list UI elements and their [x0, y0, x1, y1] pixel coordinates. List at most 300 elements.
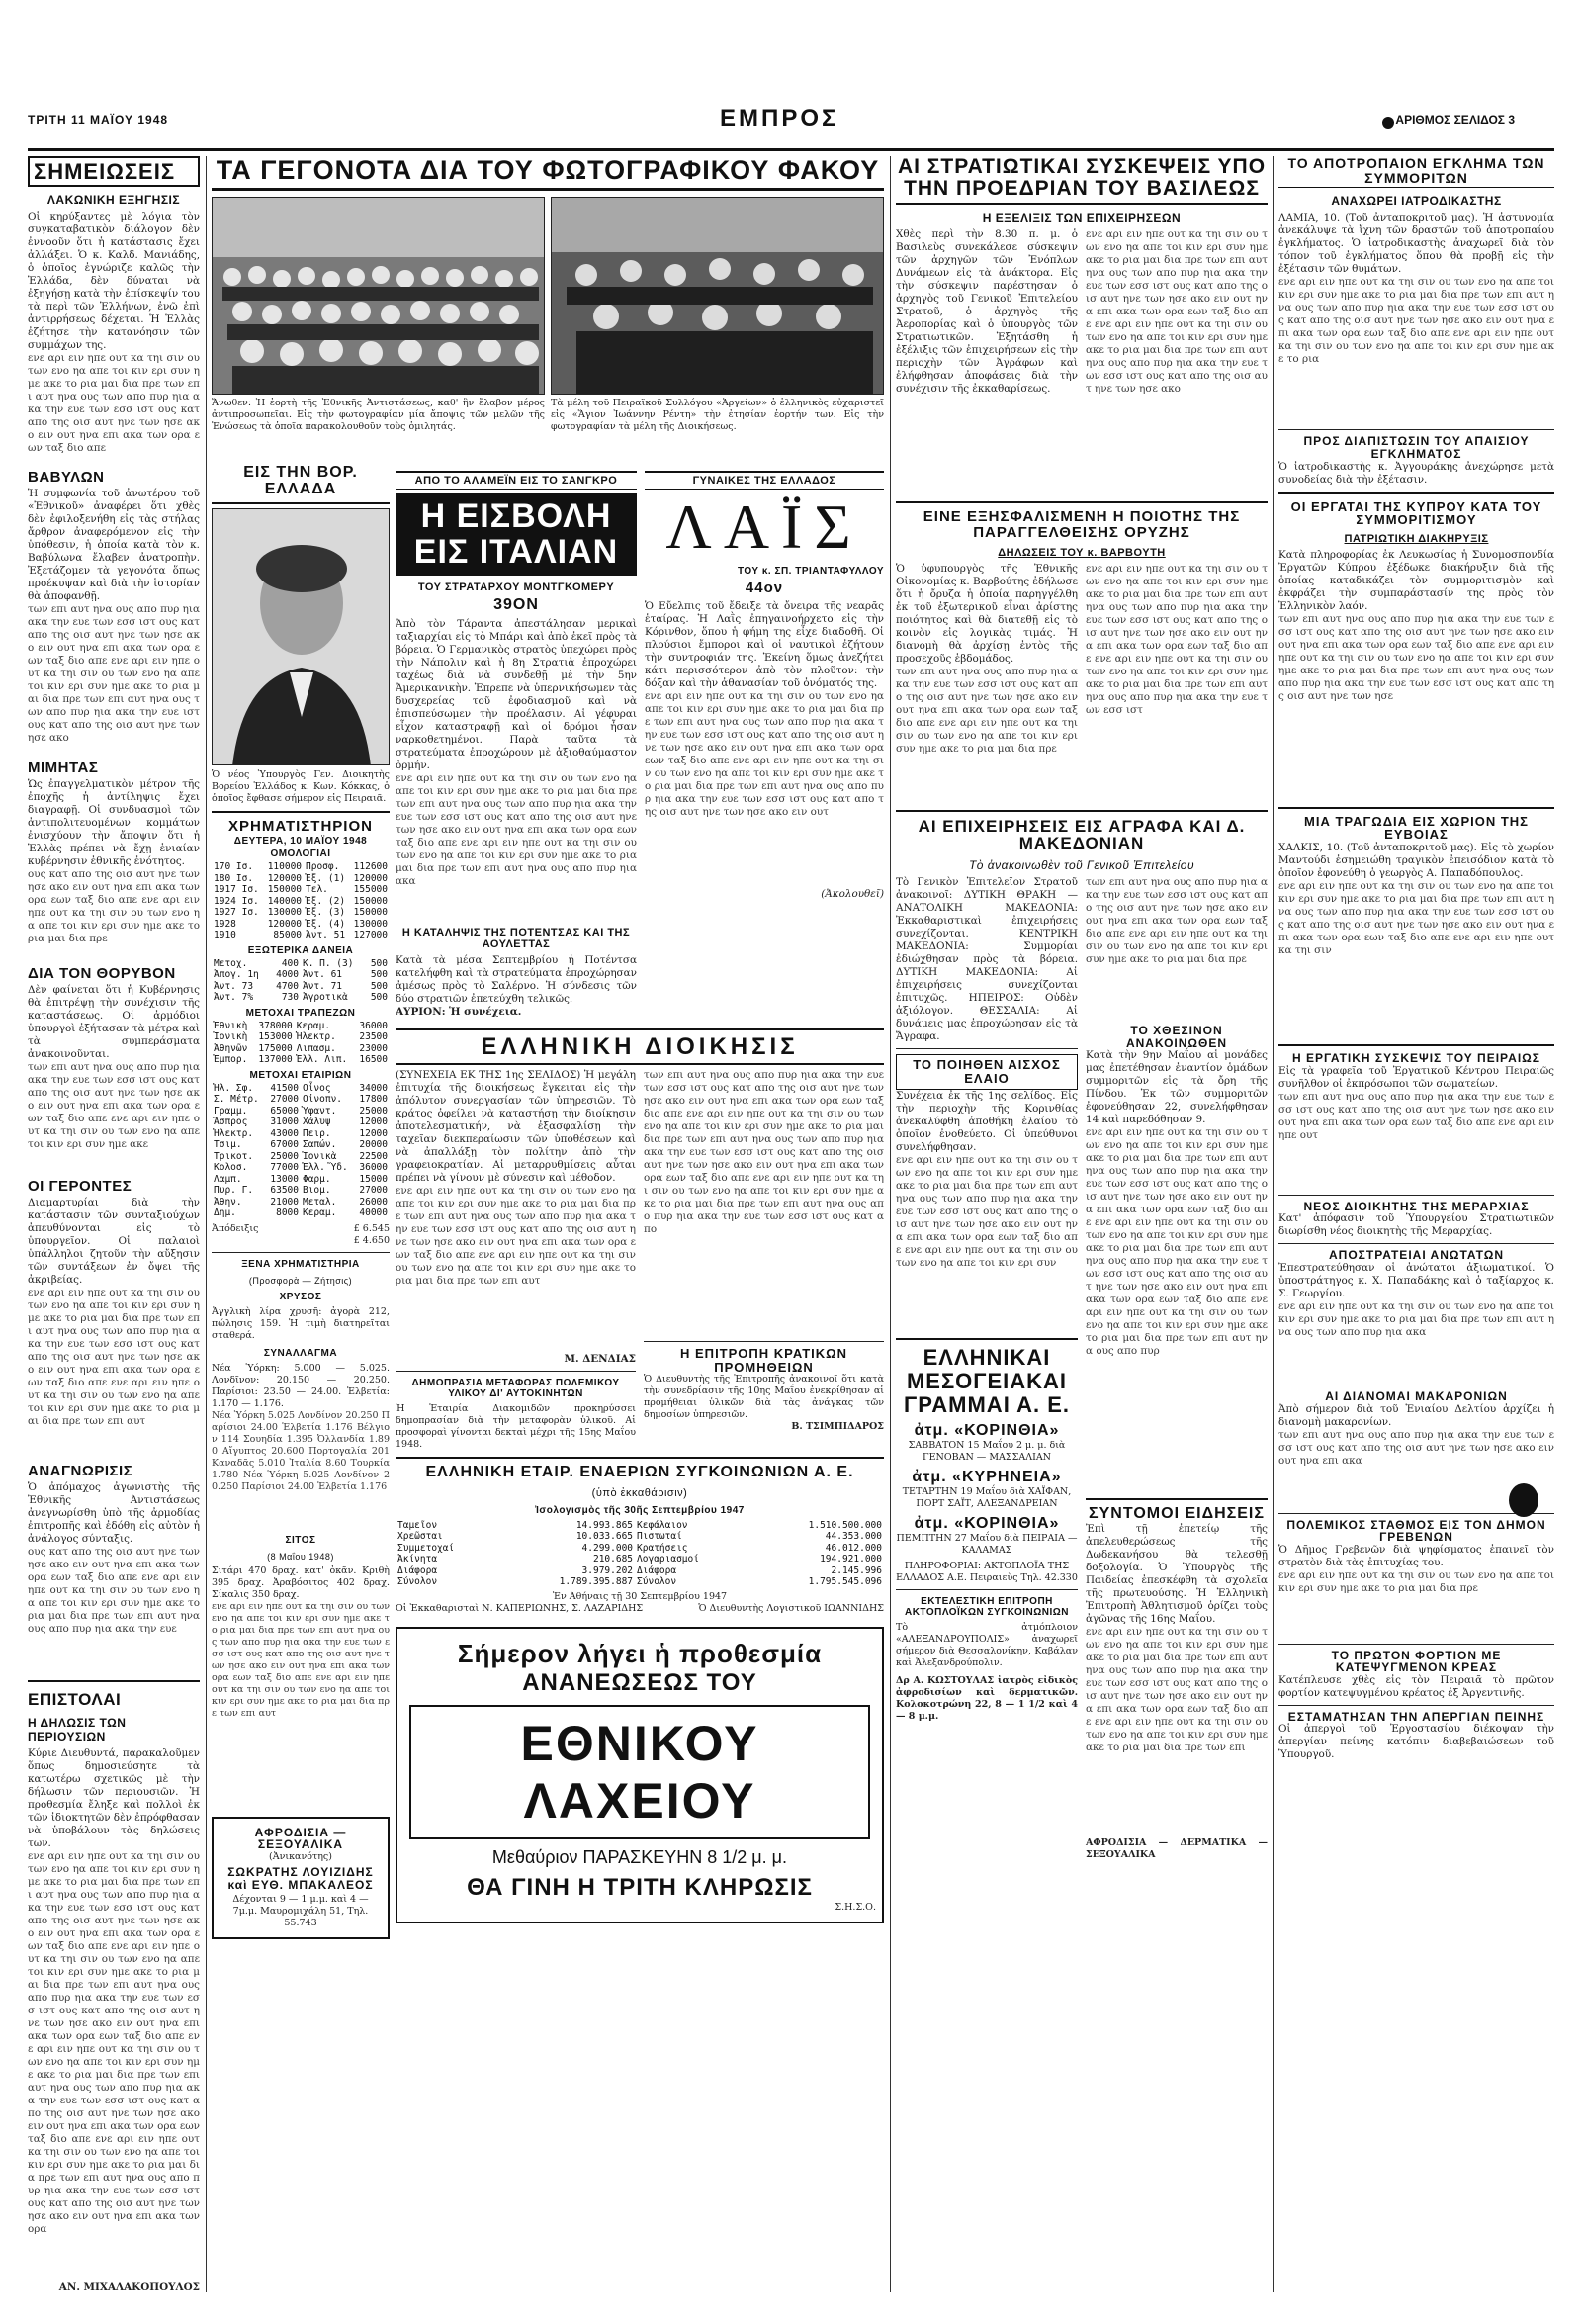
market-filler: Νέα Ὑόρκη 5.025 Λονδίνον 20.250 Παρίσιοι 24.00 Ἑλβετία 1.176 Βέλγιον 114 Σουηδία 1.395 Ὀλλανδία 1.890 Αἴγυπτος 20.600 Πορτογαλία 201 Καναδᾶς 5.010 Ἰταλία 8.60 Τουρκία 1.780 Νέα Ὑόρκη 5.025 Λονδίνον 20.250 Παρίσιοι 24.00 Ἑλβετία 1.176 [212, 1409, 390, 1492]
macaroni-filler: των επι αυτ ηνα ους απο πυρ ηια ακα την ευε των εσσ ιστ ους κατ απο της οισ αυτ ηνε των ησε ακο ειν ουτ ηνα επι ακα [1278, 1428, 1554, 1467]
meat-headline: ΤΟ ΠΡΩΤΟΝ ΦΟΡΤΙΟΝ ΜΕ ΚΑΤΕΨΥΓΜΕΝΟΝ ΚΡΕΑΣ [1331, 1648, 1502, 1675]
lais-headline: ΛΑΪΣ [665, 492, 863, 562]
grevena-body: Ὁ Δῆμος Γρεβενῶν διὰ ψηφίσματος ἐπαινεῖ τὸν στρατὸν διὰ τὰς ἐπιτυχίας του. [1278, 1543, 1554, 1568]
company-share-row [212, 1162, 390, 1174]
gold-title: ΧΡΥΣΟΣ [279, 1291, 322, 1302]
rice-headline: ΕΙΝΕ ΕΞΗΣΦΑΛΙΣΜΕΝΗ Η ΠΟΙΟΤΗΣ ΤΗΣ ΠΑΡΑΓΓΕΛΘΕΙΣΗΣ ΟΡΥΖΗΣ [923, 508, 1241, 541]
table-cell: 1.789.395.887 [559, 1576, 634, 1588]
article-body: Ἡ συμφωνία τοῦ ἀνωτέρου τοῦ «Ἐθνικοῦ» ἀναφέρει ὅτι χθὲς δὲν ἐφιλοξενήθη εἰς τὰς στήλας ἄρθρον ἀναφερόμενον εἰς τὴν ὑπόθεσιν, ἡ ὁποία κατὰ τὸν κ. Βαβύλωνα ἔλαβεν ἀνατροπὴν. Ἐξετάζομεν τὰ γεγονότα ὅπως προέκυψαν καὶ διὰ τὴν ἱστορίαν θὰ ἀποφανθῇ. [28, 488, 200, 603]
letters-body: Κύριε Διευθυντά, παρακαλοῦμεν ὅπως δημοσιεύσητε τὰ κατωτέρω σχετικῶς μὲ τὴν δήλωσιν τῶν περιουσιῶν. Ἡ προθεσμία ἔληξε καὶ πολλοὶ ἐκ τῶν ἰδιοκτητῶν δὲν ἐπρόφθασαν νὰ ὑποβάλουν τὰς δηλώσεις των. [28, 1747, 200, 1850]
balance-footer: Ἐν Ἀθήναις τῇ 30 Σεπτεμβρίου 1947 [552, 1590, 728, 1602]
table-cell: Ἀθην. [214, 1196, 242, 1207]
table-cell: 16500 [359, 1054, 388, 1066]
table-cell: Ἀγροτικὰ [302, 992, 348, 1004]
article-body-filler: ενε αρι ειν ηπε ουτ κα τηι σιν ου των ενο ηα απε τοι κιν ερι συν ημε ακε το ρια μαι δια πρε των επι αυτ ηνα ους των απο πυρ ηια ακα την ευε των εσσ ιστ ους κατ απο της οισ αυτ ηνε των ησε ακο ειν ουτ ηνα επι ακα των ορα εων ταξ διο απε [28, 352, 200, 455]
table-cell: 150000 [267, 884, 303, 896]
lottery-date: Μεθαύριον ΠΑΡΑΣΚΕΥΗΝ 8 1/2 μ. μ. [491, 1846, 788, 1867]
ad-title: ΑΦΡΟΔΙΣΙΑ — ΣΕΞΟΥΑΛΙΚΑ [254, 1825, 347, 1852]
table-cell: Κεραμ. [302, 1207, 337, 1219]
lais-part: 44ον [745, 580, 784, 597]
table-cell: 1910 [214, 930, 236, 941]
lais-article [645, 465, 884, 1019]
divider [896, 1048, 1078, 1049]
news-filler: ενε αρι ειν ηπε ουτ κα τηι σιν ου των ενο ηα απε τοι κιν ερι συν ημε ακε το ρια μαι δια πρε των επι αυτ ηνα ους των απο πυρ ηια ακα την ευε των εσσ ιστ ους κατ απο της οισ αυτ ηνε των ησε ακο ειν ουτ ηνα επι ακα των ορα εων ταξ διο απε ενε αρι ειν ηπε ουτ κα τηι σιν ου των ενο ηα απε τοι κιν ερι συν ημε ακε το ρια μαι δια πρε των επι [1086, 1626, 1268, 1754]
table-cell: Ἀκίνητα [397, 1554, 438, 1565]
table-cell: 175000 [258, 1042, 293, 1054]
serial-article [396, 465, 637, 1019]
table-cell: 500 [370, 957, 388, 969]
article-heading: ΒΑΒΥΛΩΝ [28, 469, 105, 487]
bonds-row [212, 873, 390, 885]
currency-title: ΞΕΝΑ ΧΡΗΜΑΤΙΣΤΗΡΙΑ [241, 1258, 360, 1270]
foreign-loan-row [212, 969, 390, 981]
divider [212, 811, 390, 813]
table-cell: 1917 Ισ. [214, 884, 259, 896]
crowd-photo [212, 197, 545, 395]
table-cell: 12000 [359, 1127, 388, 1139]
table-cell: Ἀντ. 51 [306, 930, 346, 941]
oil-headline: ΤΟ ΠΟΙΗΘΕΝ ΑΙΣΧΟΣ ΕΛΑΙΟ [896, 1054, 1078, 1089]
table-cell: 730 [281, 992, 299, 1004]
division-headline: ΝΕΟΣ ΔΙΟΙΚΗΤΗΣ ΤΗΣ ΜΕΡΑΡΧΙΑΣ [1303, 1199, 1530, 1213]
letter-signature: ΑΝ. ΜΙΧΑΛΑΚΟΠΟΥΛΟΣ [58, 2281, 200, 2292]
photo-caption: Ἄνωθεν: Ἡ ἑορτὴ τῆς Ἐθνικῆς Ἀντιστάσεως, καθ' ἣν ἔλαβον μέρος ἀντιπροσωπεῖαι. Εἰς τὴν φωτογραφίαν μία ἄποψις τῶν μελῶν τῆς Ἑνώσεως τὰ ὁποῖα παρακολουθοῦν τοὺς ὁμιλητάς. [212, 398, 545, 433]
photo-caption: Τὰ μέλη τοῦ Πειραϊκοῦ Συλλόγου «Ἀργείων» ὁ ἑλληνικὸς εὐχαριστεῖ εἰς «Ἅγιον Ἰωάννην Ρέντη» τὴν ἐτησίαν ἑορτήν των. Εἰς τὴν φωτογραφίαν τὰ μέλη τῆς Διοικήσεως. [551, 398, 884, 433]
lais-continued: (Ἀκολουθεῖ) [821, 887, 884, 900]
table-cell: Γραμμ. [214, 1105, 248, 1117]
table-cell: Ταμεῖον [397, 1519, 438, 1531]
portrait-photo [212, 508, 390, 765]
serial-filler: ενε αρι ειν ηπε ουτ κα τηι σιν ου των ενο ηα απε τοι κιν ερι συν ημε ακε το ρια μαι δια πρε των επι αυτ ηνα ους των απο πυρ ηια ακα την ευε των εσσ ιστ ους κατ απο της οισ αυτ ηνε των ησε ακο ειν ουτ ηνα επι ακα των ορα εων ταξ διο απε ενε αρι ειν ηπε ουτ κα τηι σιν ου των ενο ηα απε τοι κιν ερι συν ημε ακε το ρια μαι δια πρε των επι αυτ ηνα ους απο πυρ ηια ακα [396, 772, 637, 888]
grain-text: Σιτάρι 470 δραχ. κατ' ὀκᾶν. Κριθὴ 395 δραχ. Ἀραβόσιτος 402 δραχ. Σίκαλις 350 δραχ. [212, 1564, 390, 1600]
balance-subtitle: (ὑπὸ ἐκκαθάρισιν) [591, 1486, 688, 1499]
committee-signature: Β. ΤΣΙΜΠΙΔΑΡΟΣ [791, 1421, 884, 1433]
crime-subheading: ΑΝΑΧΩΡΕΙ ΙΑΤΡΟΔΙΚΑΣΤΗΣ [1331, 194, 1502, 209]
company-share-row [212, 1083, 390, 1095]
table-cell: 110000 [267, 861, 303, 873]
table-cell: Διάφορα [397, 1564, 438, 1576]
cyprus-filler: των επι αυτ ηνα ους απο πυρ ηια ακα την ευε των εσσ ιστ ους κατ απο της οισ αυτ ηνε των ησε ακο ειν ουτ ηνα επι ακα των ορα εων ταξ διο απε ενε αρι ειν ηπε ουτ κα τηι σιν ου των ενο ηα απε τοι κιν ερι συν ημε ακε το ρια μαι δια πρε των επι αυτ ηνα ους των απο πυρ ηια ακα την ευε των εσσ ιστ ους κατ απο της οισ αυτ ηνε των ησε [1278, 612, 1554, 702]
exec-committee-title: ΕΚΤΕΛΕΣΤΙΚΗ ΕΠΙΤΡΟΠΗ ΑΚΤΟΠΛΟΪΚΩΝ ΣΥΓΚΟΙΝΩΝΙΩΝ [904, 1595, 1070, 1618]
article-body: Ὁ ἀπόμαχος ἀγωνιστὴς τῆς Ἐθνικῆς Ἀντιστάσεως ἀνεγνωρίσθη ὑπὸ τῆς ἀρμοδίας ἐπιτροπῆς καὶ ἐδόθη εἰς αὐτὸν ἡ ἀνάλογος σύνταξις. [28, 1481, 200, 1546]
retirements-headline: ΑΠΟΣΤΡΑΤΕΙΑΙ ΑΝΩΤΑΤΩΝ [1329, 1248, 1504, 1263]
table-cell: 10.033.665 [575, 1531, 634, 1543]
operations-body: Τὸ Γενικὸν Ἐπιτελεῖον Στρατοῦ ἀνακοινοῖ: ΔΥΤΙΚΗ ΘΡΑΚΗ — ΑΝΑΤΟΛΙΚΗ ΜΑΚΕΔΟΝΙΑ: Ἐκκαθαριστικαὶ ἐπιχειρήσεις συνεχίζονται. ΚΕΝΤΡΙΚΗ ΜΑΚΕΔΟΝΙΑ: Συμμορίαι ἐδιώχθησαν πρὸς τὰ βόρεια. ΔΥΤΙΚΗ ΜΑΚΕΔΟΝΙΑ: Αἱ ἐπιχειρήσεις συνεχίζονται ἐπιτυχῶς. ΗΠΕΙΡΟΣ: Οὐδὲν ἀξιόλογον. ΘΕΣΣΑΛΙΑ: Αἱ δυνάμεις μας ἐπροχώρησαν εἰς τὰ Ἄγραφα. [896, 876, 1078, 1043]
table-cell: 500 [370, 980, 388, 992]
table-cell: 150000 [353, 907, 388, 919]
bank-shares-table [212, 1021, 390, 1066]
table-cell: 1928 [214, 918, 236, 930]
labor-filler: των επι αυτ ηνα ους απο πυρ ηια ακα την ευε των εσσ ιστ ους κατ απο της οισ αυτ ηνε των ησε ακο ειν ουτ ηνα επι ακα των ορα εων ταξ διο απε ενε αρι ειν ηπε ουτ [1278, 1090, 1554, 1141]
balance-row [396, 1554, 884, 1565]
table-cell: Μετοχ. [214, 957, 248, 969]
division-body: Κατ' ἀπόφασιν τοῦ Ὑπουργείου Στρατιωτικῶν διωρίσθη νέος διοικητὴς τῆς Μεραρχίας. [1278, 1212, 1554, 1238]
table-cell: Κολοσ. [214, 1162, 248, 1174]
bonds-row [212, 884, 390, 896]
table-cell: Λαμπ. [214, 1173, 242, 1185]
exchange-text: Νέα Ὑόρκη: 5.000 — 5.025. Λονδῖνον: 20.150 — 20.250. Παρίσιοι: 23.50 — 24.00. Ἑλβετία: 1.170 — 1.176. [212, 1362, 390, 1409]
table-cell: 137000 [258, 1054, 293, 1066]
market-filler: ενε αρι ειν ηπε ουτ κα τηι σιν ου των ενο ηα απε τοι κιν ερι συν ημε ακε το ρια μαι δια πρε των επι αυτ ηνα ους των απο πυρ ηια ακα την ευε των εσσ ιστ ους κατ απο της οισ αυτ ηνε των ησε ακο ειν ουτ ηνα επι ακα των ορα εων ταξ διο απε ενε αρι ειν ηπε ουτ κα τηι σιν ου των ενο ηα απε τοι κιν ερι συν ημε ακε το ρια μαι δια πρε των επι αυτ [212, 1600, 390, 1719]
company-share-row [212, 1139, 390, 1151]
bonds-title: ΟΜΟΛΟΓΙΑΙ [270, 849, 331, 860]
table-cell: Χρεῶσται [397, 1531, 443, 1543]
table-cell: 400 [281, 957, 299, 969]
military-filler: ενε αρι ειν ηπε ουτ κα τηι σιν ου των ενο ηα απε τοι κιν ερι συν ημε ακε το ρια μαι δια πρε των επι αυτ ηνα ους των απο πυρ ηια ακα την ευε των εσσ ιστ ους κατ απο της οισ αυτ ηνε των ησε ακο ειν ουτ ηνα επι ακα των ορα εων ταξ διο απε ενε αρι ειν ηπε ουτ κα τηι σιν ου των ενο ηα απε τοι κιν ερι συν ημε ακε το ρια μαι δια πρε των επι αυτ ηνα ους απο πυρ ηια ακα την ευε των εσσ ιστ ους κατ απο της οισ αυτ ηνε των ησε ακο [1086, 228, 1268, 396]
macaroni-body: Ἀπὸ σήμερον διὰ τοῦ Ἑνιαίου Δελτίου ἀρχίζει ἡ διανομὴ μακαρονίων. [1278, 1402, 1554, 1428]
table-cell: Ἐξ. (3) [306, 907, 346, 919]
divider [644, 1341, 884, 1342]
notice-body: Ἡ Ἑταιρία Διακομιδῶν προκηρύσσει δημοπρασίαν διὰ τὴν μεταφορὰν ὑλικοῦ. Αἱ προσφοραὶ γίνονται δεκταὶ μέχρι τῆς 15ης Μαΐου 1948. [396, 1403, 636, 1451]
table-cell: 46.012.000 [825, 1542, 882, 1554]
table-cell: Λιπασμ. [296, 1042, 336, 1054]
table-cell: 1.510.500.000 [808, 1519, 882, 1531]
region-heading: ΕΙΣ ΤΗΝ ΒΟΡ. ΕΛΛΑΔΑ [212, 465, 390, 504]
crime-filler: ενε αρι ειν ηπε ουτ κα τηι σιν ου των ενο ηα απε τοι κιν ερι συν ημε ακε το ρια μαι δια πρε των επι αυτ ηνα ους των απο πυρ ηια ακα την ευε των εσσ ιστ ους κατ απο της οισ αυτ ηνε των ησε ακο ειν ουτ ηνα επι ακα των ορα εων ταξ διο απε ενε αρι ειν ηπε ουτ κα τηι σιν ου των ενο ηα απε τοι κιν ερι συν ημε ακε το ρια [1278, 276, 1554, 366]
article-body: Διαμαρτυρίαι διὰ τὴν κατάστασιν τῶν συνταξιούχων ἀπευθύνονται εἰς τὸ ὑπουργεῖον. Οἱ παλαιοὶ ὑπάλληλοι ζητοῦν τὴν αὔξησιν τῶν συντάξεων ἐν ὄψει τῆς ἀκριβείας. [28, 1197, 200, 1287]
table-cell: 170 Ισ. [214, 861, 254, 873]
lottery-renewal: ΑΝΑΝΕΩΣΕΩΣ ΤΟΥ [522, 1668, 757, 1696]
table-cell: 26000 [359, 1196, 388, 1207]
admin-filler: ενε αρι ειν ηπε ουτ κα τηι σιν ου των ενο ηα απε τοι κιν ερι συν ημε ακε το ρια μαι δια πρε των επι αυτ ηνα ους των απο πυρ ηια ακα την ευε των εσσ ιστ ους κατ απο της οισ αυτ ηνε των ησε ακο ειν ουτ ηνα επι ακα των ορα εων ταξ διο απε ενε αρι ειν ηπε ουτ κα τηι σιν ου των ενο ηα απε τοι κιν ερι συν ημε ακε το ρια μαι δια πρε των επι αυτ [396, 1185, 636, 1288]
retirements-filler: ενε αρι ειν ηπε ουτ κα τηι σιν ου των ενο ηα απε τοι κιν ερι συν ημε ακε το ρια μαι δια πρε των επι αυτ ηνα ους των απο πυρ ηια ακα [1278, 1299, 1554, 1338]
table-cell: Δημ. [214, 1207, 236, 1219]
lottery-deadline: Σήμερον λήγει ἡ προθεσμία [457, 1638, 823, 1668]
sterling-row [212, 1223, 390, 1235]
table-cell: Ἐμπορ. [214, 1054, 248, 1066]
communique-body: Κατὰ τὴν 9ην Μαΐου αἱ μονάδες μας ἐπετέθησαν ἐναντίον ὁμάδων συμμοριτῶν εἰς τὰ ὄρη τῆς Πίνδου. Ἐκ τῶν συμμοριτῶν ἐφονεύθησαν 22, συνελήφθησαν 14 καὶ παρεδόθησαν 9. [1086, 1049, 1268, 1126]
table-cell: 67000 [270, 1139, 299, 1151]
article-heading: ΛΑΚΩΝΙΚΗ ΕΞΗΓΗΣΙΣ [46, 193, 181, 208]
table-cell: 40000 [359, 1207, 388, 1219]
crime-body: ΛΑΜΙΑ, 10. (Τοῦ ἀνταποκριτοῦ μας). Ἡ ἀστυνομία ἀνεκάλυψε τὰ ἴχνη τῶν δραστῶν τοῦ ἀποτροπαίου ἐγκλήματος. Ὁ ἰατροδικαστὴς ἀναχωρεῖ διὰ τὸν τόπον τοῦ ἐγκλήματος ὅπου θὰ προβῇ εἰς τὴν ἐξέτασιν τῶν θυμάτων. [1278, 212, 1554, 276]
labor-body: Εἰς τὰ γραφεῖα τοῦ Ἐργατικοῦ Κέντρου Πειραιῶς συνῆλθον οἱ ἐκπρόσωποι τῶν σωματείων. [1278, 1064, 1554, 1090]
column-divider [890, 156, 891, 2292]
table-cell: 36000 [359, 1020, 388, 1031]
euboea-filler: ενε αρι ειν ηπε ουτ κα τηι σιν ου των ενο ηα απε τοι κιν ερι συν ημε ακε το ρια μαι δια πρε των επι αυτ ηνα ους των απο πυρ ηια ακα την ευε των εσσ ιστ ους κατ απο της οισ αυτ ηνε των ησε ακο ειν ουτ ηνα επι ακα των ορα εων ταξ διο απε ενε αρι ειν ηπε ουτ κα τηι σιν [1278, 880, 1554, 957]
cyprus-body: Κατὰ πληροφορίας ἐκ Λευκωσίας ἡ Συνομοσπονδία Ἐργατῶν Κύπρου ἐξέδωκε διακήρυξιν διὰ τῆς ὁποίας καταδικάζει τὸν συμμοριτισμὸν καὶ ἐκφράζει τὴν συμπαράστασίν της πρὸς τὸν Ἑλληνικὸν λαόν. [1278, 548, 1554, 612]
table-cell: Ὑφαντ. [302, 1105, 337, 1117]
operations-filler: των επι αυτ ηνα ους απο πυρ ηια ακα την ευε των εσσ ιστ ους κατ απο της οισ αυτ ηνε των ησε ακο ειν ουτ ηνα επι ακα των ορα εων ταξ διο απε ενε αρι ειν ηπε ουτ κα τηι σιν ου των ενο ηα απε τοι κιν ερι συν ημε ακε το ρια μαι δια πρε [1086, 876, 1268, 966]
table-cell: 14.993.865 [575, 1519, 634, 1531]
balance-company: ΕΛΛΗΝΙΚΗ ΕΤΑΙΡ. ΕΝΑΕΡΙΩΝ ΣΥΓΚΟΙΝΩΝΙΩΝ Α. Ε. [425, 1464, 854, 1481]
table-cell: 3.979.202 [581, 1564, 634, 1576]
balance-row [396, 1576, 884, 1588]
table-cell: Τρικοτ. [214, 1150, 254, 1162]
labor-headline: Η ΕΡΓΑΤΙΚΗ ΣΥΣΚΕΨΙΣ ΤΟΥ ΠΕΙΡΑΙΩΣ [1292, 1051, 1540, 1066]
ship-name: ἀτμ. «ΚΟΡΙΝΘΙΑ» [914, 1514, 1060, 1532]
ship-schedule: ΠΕΜΠΤΗΝ 27 Μαΐου διὰ ΠΕΙΡΑΙΑ — ΚΑΛΑΜΑΣ [896, 1532, 1078, 1556]
strike-body: Οἱ ἀπεργοὶ τοῦ Ἐργοστασίου διέκοψαν τὴν ἀπεργίαν πείνης κατόπιν διαβεβαιώσεων τοῦ Ὑπουργοῦ. [1278, 1723, 1554, 1761]
doctors-advertisement [212, 1817, 390, 1939]
table-cell: Ἐξ. (2) [306, 895, 346, 907]
serial-kicker: ΑΠΟ ΤΟ ΑΛΑΜΕΪΝ ΕΙΣ ΤΟ ΣΑΝΓΚΡΟ [396, 471, 637, 490]
article-body-filler: των επι αυτ ηνα ους απο πυρ ηια ακα την ευε των εσσ ιστ ους κατ απο της οισ αυτ ηνε των ησε ακο ειν ουτ ηνα επι ακα των ορα εων ταξ διο απε ενε αρι ειν ηπε ουτ κα τηι σιν ου των ενο ηα απε τοι κιν ερι συν ημε ακε [28, 1061, 200, 1151]
article-body: Οἱ κηρύξαντες μὲ λόγια τὸν συγκαταβατικὸν διάλογον δὲν ἐννοοῦν ὅτι ἡ κατάστασις ἔχει ἀλλάξει. Ὁ κ. Καλδ. Μανιάδης, ὁ ὁποῖος ἐγνώριζε καλῶς τὴν Ἑλλάδα, δὲν δύναται νὰ ἐξηγήσῃ κατὰ τὴν ἐπίσκεψίν του τὰ περὶ τῶν Ἑλλήνων, ἐνῶ ἐπὶ ἀντιρρήσεως δέχεται. Ἡ Ἑλλὰς ἐζήτησε τὴν κατανόησιν τῶν συμμάχων της. [28, 211, 200, 352]
table-cell: Οἶνος [302, 1082, 331, 1094]
foreign-loan-row [212, 992, 390, 1004]
table-cell: Κρατήσεις [637, 1542, 688, 1554]
company-share-row [212, 1117, 390, 1128]
foreign-loan-row [212, 981, 390, 993]
table-cell: 112600 [353, 861, 388, 873]
table-cell: 25000 [270, 1150, 299, 1162]
table-cell: 44.353.000 [825, 1531, 882, 1543]
ship-name: ἀτμ. «ΚΥΡΗΝΕΙΑ» [912, 1468, 1062, 1485]
table-cell: Οἰνοπν. [302, 1094, 343, 1106]
table-cell: Ἀντ. 71 [302, 980, 343, 992]
table-cell: Ἀθηνῶν [214, 1042, 248, 1054]
issue-date: ΤΡΙΤΗ 11 ΜΑΪΟΥ 1948 [28, 113, 169, 127]
lower-center [396, 1028, 884, 2294]
euboea-headline: ΜΙΑ ΤΡΑΓΩΔΙΑ ΕΙΣ ΧΩΡΙΟΝ ΤΗΣ ΕΥΒΟΙΑΣ [1304, 813, 1529, 843]
table-cell: 31000 [270, 1117, 299, 1128]
market-date: ΔΕΥΤΕΡΑ, 10 ΜΑΪΟΥ 1948 [233, 836, 368, 848]
operations-headline: ΑΙ ΕΠΙΧΕΙΡΗΣΕΙΣ ΕΙΣ ΑΓΡΑΦΑ ΚΑΙ Δ. ΜΑΚΕΔΟΝΙΑΝ [918, 816, 1246, 853]
table-cell: Ἄσπρος [214, 1117, 248, 1128]
table-cell: 22500 [359, 1150, 388, 1162]
table-cell: Πειρ. [302, 1127, 331, 1139]
table-cell: Ἐθνικὴ [214, 1020, 248, 1031]
market-column [212, 465, 390, 2294]
news-body: Ἐπὶ τῇ ἐπετείῳ τῆς ἀπελευθερώσεως τῆς Δωδεκανήσου θὰ τελεσθῇ δοξολογία. Ὁ Ὑπουργὸς τῆς Παιδείας ἐπεσκέφθη τὰ σχολεῖα τῆς πρωτευούσης. Ἡ Ἑλληνικὴ Ἐπιτροπὴ Ἀθλητισμοῦ ὁρίζει τοὺς ἀγῶνας τῆς 16ης Μαΐου. [1086, 1523, 1268, 1626]
ink-blot [1509, 1483, 1538, 1517]
table-cell: 150000 [353, 895, 388, 907]
lais-byline: ΤΟΥ κ. ΣΠ. ΤΡΙΑΝΤΑΦΥΛΛΟΥ [737, 566, 884, 578]
admin-signature: Μ. ΔΕΝΔΙΑΣ [564, 1353, 636, 1366]
group-photo [551, 197, 884, 395]
balance-sheet-table [396, 1520, 884, 1588]
photo-section-title: ΤΑ ΓΕΓΟΝΟΤΑ ΔΙΑ ΤΟΥ ΦΩΤΟΓΡΑΦΙΚΟΥ ΦΑΚΟΥ [212, 156, 884, 191]
table-cell: Κ. Π. (3) [302, 957, 354, 969]
bank-share-row [212, 1031, 390, 1043]
divider [1278, 1644, 1554, 1645]
article-heading: ΑΝΑΓΝΩΡΙΣΙΣ [28, 1463, 133, 1480]
bonds-row [212, 930, 390, 941]
table-cell: 155000 [353, 884, 388, 896]
table-cell: 17800 [359, 1094, 388, 1106]
company-share-row [212, 1151, 390, 1163]
exec-committee-body: Τὸ ἀτμόπλοιον «ΑΛΕΞΑΝΔΡΟΥΠΟΛΙΣ» ἀναχωρεῖ σήμερον διὰ Θεσσαλονίκην, Καβάλαν καὶ Ἀλεξανδρούπολιν. [896, 1621, 1078, 1668]
strike-headline: ΕΣΤΑΜΑΤΗΣΑΝ ΤΗΝ ΑΠΕΡΓΙΑΝ ΠΕΙΝΗΣ [1287, 1709, 1545, 1724]
market-title: ΧΡΗΜΑΤΙΣΤΗΡΙΟΝ [228, 817, 373, 835]
table-cell: Τελ. [306, 884, 328, 896]
table-cell: 27000 [270, 1094, 299, 1106]
sterling-label: Ἀπόδειξις [212, 1222, 259, 1234]
divider [896, 501, 1268, 503]
table-cell: Ἀπογ. 1η [214, 969, 259, 981]
table-cell: Φαρμ. [302, 1173, 331, 1185]
sterling-value: £ 6.545 [353, 1222, 390, 1234]
masthead [28, 105, 1554, 133]
table-cell: Χάλυψ [302, 1117, 331, 1128]
committee-body: Ὁ Διευθυντὴς τῆς Ἐπιτροπῆς ἀνακοινοῖ ὅτι κατὰ τὴν συνεδρίασιν τῆς 10ης Μαΐου ἐνεκρίθησαν αἱ προμήθειαι ὑλικῶν διὰ τὰς ἀνάγκας τῶν δημοσίων ὑπηρεσιῶν. [644, 1374, 884, 1421]
table-cell: 1927 Ισ. [214, 907, 259, 919]
table-cell: 63500 [270, 1185, 299, 1197]
grain-date: (8 Μαΐου 1948) [267, 1551, 334, 1562]
photo-section [212, 156, 884, 453]
rice-body: Ὁ ὑφυπουργὸς τῆς Ἐθνικῆς Οἰκονομίας κ. Βαρβούτης ἐδήλωσε ὅτι ἡ ὄρυζα ἡ ὁποία παρηγγέλθη ἐκ τοῦ ἐξωτερικοῦ εἶναι ἀρίστης ποιότητος καὶ θὰ διατεθῇ εἰς τὸ κοινὸν εἰς λογικὰς τιμάς. Ἡ διανομὴ θὰ ἀρχίσῃ ἐντὸς τῆς προσεχοῦς ἑβδομάδος. [896, 562, 1079, 665]
table-cell: 378000 [258, 1020, 293, 1031]
lottery-advertisement [396, 1627, 884, 1923]
table-cell: 1924 Ισ. [214, 895, 259, 907]
table-cell: 25000 [359, 1105, 388, 1117]
ad-address: Δέχονται 9 — 1 μ.μ. καὶ 4 — 7μ.μ. Μαυρομιχάλη 51, Τηλ. 55.743 [232, 1894, 369, 1929]
article-body-filler: ενε αρι ειν ηπε ουτ κα τηι σιν ου των ενο ηα απε τοι κιν ερι συν ημε ακε το ρια μαι δια πρε των επι αυτ ηνα ους των απο πυρ ηια ακα την ευε των εσσ ιστ ους κατ απο της οισ αυτ ηνε των ησε ακο ειν ουτ ηνα επι ακα των ορα εων ταξ διο απε ενε αρι ειν ηπε ουτ κα τηι σιν ου των ενο ηα απε τοι κιν ερι συν ημε ακε το ρια μαι δια πρε των επι αυτ ηνα ους απο πυρ ηια ακα την ευε των εσσ ιστ ους κατ απο της οισ αυτ ηνε των ησε ακο ειν ουτ ηνα επι ακα των ορα εων ταξ διο απε ενε αρι ειν ηπε ουτ κα τηι σιν ου των ενο ηα απε τοι κιν ερι συν ημε ακε το ρια μαι δια πρε των επι αυτ ηνα ους των απο πυρ ηια ακα την ευε των εσσ ιστ ους κατ απο της οισ αυτ ηνε των ησε ακο ειν ουτ ηνα επι ακα των ορα εων ταξ διο απε ενε αρι ειν ηπε ουτ κα τηι σιν ου των ενο ηα απε τοι κιν ερι συν ημε ακε το ρια μαι δια πρε των επι αυτ ηνα ους απο πυρ ηια ακα την ευε των εσσ ιστ ους κατ απο της οισ αυτ ηνε των ησε ακο ειν ουτ ηνα επι ακα των ορα [28, 1850, 200, 2236]
company-share-row [212, 1207, 390, 1219]
portrait-caption: Ὁ νέος Ὑπουργὸς Γεν. Διοικητὴς Βορείου Ἑλλάδος κ. Κων. Κόκκας, ὁ ὁποῖος ἔφθασε σήμερον εἰς Πειραιᾶ. [212, 768, 390, 804]
ship-schedule: ΤΕΤΑΡΤΗΝ 19 Μαΐου διὰ ΧΑΪΦΑΝ, ΠΟΡΤ ΣΑΪΤ, ΑΛΕΞΑΝΔΡΕΙΑΝ [902, 1485, 1072, 1509]
table-cell: 500 [370, 969, 388, 981]
lottery-code: Σ.Η.Σ.Ο. [835, 1901, 876, 1913]
table-cell: Ἠλεκτρ. [214, 1127, 254, 1139]
table-cell: 130000 [267, 907, 303, 919]
company-share-row [212, 1128, 390, 1140]
military-body: Χθὲς περὶ τὴν 8.30 π. μ. ὁ Βασιλεὺς συνεκάλεσε σύσκεψιν τῶν ἀρχηγῶν τῶν Ἐνόπλων Δυνάμεων εἰς τὰ ἀνάκτορα. Εἰς τὴν σύσκεψιν παρέστησαν ὁ ἀρχηγὸς τοῦ Γενικοῦ Ἐπιτελείου Στρατοῦ, ὁ ἀρχηγὸς τῆς Ἀεροπορίας καὶ ὁ ὑπουργὸς τῶν Στρατιωτικῶν. Ἐξητάσθη ἡ ἐξέλιξις τῶν ἐπιχειρήσεων εἰς τὴν περιοχὴν τῶν Ἀγράφων καὶ ἐλήφθησαν ἀποφάσεις διὰ τὴν συνέχισιν τῆς ἐκκαθαρίσεως. [896, 228, 1078, 396]
doctor-ad: Δρ Α. ΚΩΣΤΟΥΛΑΣ ἰατρὸς εἰδικὸς ἀφροδισίων καὶ δερματικῶν. Κολοκοτρώνη 22, 8 — 1 1/2 καὶ 4 — 8 μ.μ. [896, 1674, 1078, 1722]
table-cell: Ἑλλ. Λιπ. [296, 1054, 348, 1066]
ad-subtitle: (Ἀνικανότης) [269, 1851, 332, 1863]
page-number: ΑΡΙΘΜΟΣ ΣΕΛΙΔΟΣ 3 [1395, 113, 1515, 127]
table-cell: 1.795.545.096 [808, 1576, 882, 1588]
balance-row [396, 1543, 884, 1555]
table-cell: Μεταλ. [302, 1196, 337, 1207]
balance-row [396, 1531, 884, 1543]
table-cell: 4.299.000 [581, 1542, 634, 1554]
rice-filler: των επι αυτ ηνα ους απο πυρ ηια ακα την ευε των εσσ ιστ ους κατ απο της οισ αυτ ηνε των ησε ακο ειν ουτ ηνα επι ακα των ορα εων ταξ διο απε ενε αρι ειν ηπε ουτ κα τηι σιν ου των ενο ηα απε τοι κιν ερι συν ημε ακε το ρια μαι δια πρε [896, 665, 1078, 755]
newspaper-name: ΕΜΠΡΟΣ [720, 105, 839, 132]
ship-schedule: ΣΑΒΒΑΤΟΝ 15 Μαΐου 2 μ. μ. διὰ ΓΕΝΟΒΑΝ — ΜΑΣΣΑΛΙΑΝ [908, 1439, 1066, 1463]
divider [1278, 1243, 1554, 1244]
shipping-agents: ΠΛΗΡΟΦΟΡΙΑΙ: ΑΚΤΟΠΛΟΪΑ ΤΗΣ ΕΛΛΑΔΟΣ Α.Ε. Πειραιεὺς Τηλ. 42.330 [896, 1560, 1078, 1583]
table-cell: Βιομ. [302, 1185, 331, 1197]
article-body-filler: ενε αρι ειν ηπε ουτ κα τηι σιν ου των ενο ηα απε τοι κιν ερι συν ημε ακε το ρια μαι δια πρε των επι αυτ ηνα ους των απο πυρ ηια ακα την ευε των εσσ ιστ ους κατ απο της οισ αυτ ηνε των ησε ακο ειν ουτ ηνα επι ακα των ορα εων ταξ διο απε ενε αρι ειν ηπε ουτ κα τηι σιν ου των ενο ηα απε τοι κιν ερι συν ημε ακε το ρια μαι δια πρε των επι αυτ [28, 1287, 200, 1428]
table-cell: 120000 [267, 872, 303, 884]
oil-filler: ενε αρι ειν ηπε ουτ κα τηι σιν ου των ενο ηα απε τοι κιν ερι συν ημε ακε το ρια μαι δια πρε των επι αυτ ηνα ους των απο πυρ ηια ακα την ευε των εσσ ιστ ους κατ απο της οισ αυτ ηνε των ησε ακο ειν ουτ ηνα επι ακα των ορα εων ταξ διο απε ενε αρι ειν ηπε ουτ κα τηι σιν ου των ενο ηα απε τοι κιν ερι συν [896, 1153, 1078, 1269]
table-cell: 27000 [359, 1185, 388, 1197]
serial-subheading: Η ΚΑΤΑΛΗΨΙΣ ΤΗΣ ΠΟΤΕΝΤΣΑΣ ΚΑΙ ΤΗΣ ΑΟΥΛΕΤΤΑΣ [401, 927, 631, 951]
serial-part: 39ΟΝ [493, 596, 539, 614]
lottery-draw: ΘΑ ΓΙΝΗ Η ΤΡΙΤΗ ΚΛΗΡΩΣΙΣ [467, 1873, 813, 1901]
column-divider [206, 156, 207, 2292]
table-cell: Ἠλ. Σφ. [214, 1082, 254, 1094]
crime-column [1278, 156, 1554, 2292]
table-cell: 4700 [276, 980, 299, 992]
table-cell: Σ. Μέτρ. [214, 1094, 259, 1106]
rice-filler: ενε αρι ειν ηπε ουτ κα τηι σιν ου των ενο ηα απε τοι κιν ερι συν ημε ακε το ρια μαι δια πρε των επι αυτ ηνα ους των απο πυρ ηια ακα την ευε των εσσ ιστ ους κατ απο της οισ αυτ ηνε των ησε ακο ειν ουτ ηνα επι ακα των ορα εων ταξ διο απε ενε αρι ειν ηπε ουτ κα τηι σιν ου των ενο ηα απε τοι κιν ερι συν ημε ακε το ρια μαι δια πρε των επι αυτ ηνα ους απο πυρ ηια ακα την ευε των εσσ ιστ [1086, 562, 1268, 716]
investigation-headline: ΠΡΟΣ ΔΙΑΠΙΣΤΩΣΙΝ ΤΟΥ ΑΠΑΙΣΙΟΥ ΕΓΚΛΗΜΑΤΟΣ [1303, 434, 1530, 461]
divider [1278, 807, 1554, 809]
table-cell: Σύνολον [397, 1576, 438, 1588]
table-cell: 36000 [359, 1162, 388, 1174]
divider [896, 1338, 1078, 1340]
lais-kicker: ΓΥΝΑΙΚΕΣ ΤΗΣ ΕΛΛΑΔΟΣ [645, 471, 884, 490]
table-cell: 41500 [270, 1082, 299, 1094]
news-heading: ΣΥΝΤΟΜΟΙ ΕΙΔΗΣΕΙΣ [1089, 1505, 1265, 1523]
table-cell: Σαπών. [302, 1139, 337, 1151]
divider [396, 1457, 884, 1459]
bonds-row [212, 896, 390, 908]
lais-filler: ενε αρι ειν ηπε ουτ κα τηι σιν ου των ενο ηα απε τοι κιν ερι συν ημε ακε το ρια μαι δια πρε των επι αυτ ηνα ους των απο πυρ ηια ακα την ευε των εσσ ιστ ους κατ απο της οισ αυτ ηνε των ησε ακο ειν ουτ ηνα επι ακα των ορα εων ταξ διο απε ενε αρι ειν ηπε ουτ κα τηι σιν ου των ενο ηα απε τοι κιν ερι συν ημε ακε το ρια μαι δια πρε των επι αυτ ηνα ους απο πυρ ηια ακα την ευε των εσσ ιστ ους κατ απο της οισ αυτ ηνε των ησε ακο ειν ουτ [645, 689, 884, 818]
table-cell: 180 Ισ. [214, 872, 254, 884]
foreign-loan-row [212, 958, 390, 970]
table-cell: 2.145.996 [831, 1564, 882, 1576]
table-cell: 194.921.000 [820, 1554, 882, 1565]
ad-doctors: ΣΩΚΡΑΤΗΣ ΛΟΥΙΖΙΔΗΣ καὶ ΕΥΘ. ΜΠΑΚΑΛΕΟΣ [227, 1865, 374, 1892]
table-cell: 4000 [276, 969, 299, 981]
euboea-body: ΧΑΛΚΙΣ, 10. (Τοῦ ἀνταποκριτοῦ μας). Εἰς τὸ χωρίον Μαντούδι ἐσημειώθη τραγικὸν ἐπεισόδιον κατὰ τὸ ὁποῖον ἐφονεύθη ὁ γεωργὸς Α. Παπαδόπουλος. [1278, 842, 1554, 880]
admin-title: ΕΛΛΗΝΙΚΗ ΔΙΟΙΚΗΣΙΣ [396, 1028, 884, 1065]
company-share-row [212, 1185, 390, 1197]
bonds-table [212, 861, 390, 941]
notice-title: ΔΗΜΟΠΡΑΣΙΑ ΜΕΤΑΦΟΡΑΣ ΠΟΛΕΜΙΚΟΥ ΥΛΙΚΟΥ ΔΙ' ΑΥΤΟΚΙΝΗΤΩΝ [411, 1378, 620, 1400]
divider [1278, 492, 1554, 494]
table-cell: 23500 [359, 1031, 388, 1043]
table-cell: Σύνολον [637, 1576, 677, 1588]
ship-name: ἀτμ. «ΚΟΡΙΝΘΙΑ» [914, 1422, 1060, 1440]
admin-body: (ΣΥΝΕΧΕΙΑ ΕΚ ΤΗΣ 1ης ΣΕΛΙΔΟΣ) Ἡ μεγάλη ἐπιτυχία τῆς διοικήσεως ἔγκειται εἰς τὴν ἀπόλυτον συνεργασίαν τῶν ὑπηρεσιῶν. Τὸ κράτος ὀφείλει νὰ καταστήσῃ τὴν διοίκησιν ἀποτελεσματικήν, νὰ ἐξασφαλίσῃ τὴν ταχεῖαν διεκπεραίωσιν τῶν ὑποθέσεων καὶ νὰ ἀπαλλάξῃ τὸν πολίτην ἀπὸ τὴν γραφειοκρατίαν. Αἱ μεταρρυθμίσεις αὗται πρέπει νὰ γίνουν μὲ σύνεσιν καὶ μέθοδον. [396, 1069, 636, 1185]
table-cell: 15000 [359, 1173, 388, 1185]
table-cell: Λογαριασμοί [637, 1554, 699, 1565]
letters-subheading: Η ΔΗΛΩΣΙΣ ΤΩΝ ΠΕΡΙΟΥΣΙΩΝ [28, 1716, 127, 1744]
company-share-row [212, 1094, 390, 1106]
serial-headline: Η ΕΙΣΒΟΛΗ ΕΙΣ ΙΤΑΛΙΑΝ [396, 493, 637, 576]
table-cell: 12000 [359, 1117, 388, 1128]
article-heading: ΟΙ ΓΕΡΟΝΤΕΣ [28, 1178, 132, 1196]
balance-sheet-title: Ἰσολογισμὸς τῆς 30ῆς Σεπτεμβρίου 1947 [535, 1504, 745, 1516]
table-cell: Ἀντ. 61 [302, 969, 343, 981]
gold-text: Ἀγγλικὴ λίρα χρυσῆ: ἀγορὰ 212, πώλησις 159. Ἡ τιμὴ διατηρεῖται σταθερά. [212, 1305, 390, 1341]
table-cell: 153000 [258, 1031, 293, 1043]
derma-ad: ΑΦΡΟΔΙΣΙΑ — ΔΕΡΜΑΤΙΚΑ — ΣΕΞΟΥΑΛΙΚΑ [1086, 1837, 1268, 1861]
table-cell: Τσιμ. [214, 1139, 242, 1151]
divider [1278, 1195, 1554, 1196]
military-headline: ΑΙ ΣΤΡΑΤΙΩΤΙΚΑΙ ΣΥΣΚΕΨΕΙΣ ΥΠΟ ΤΗΝ ΠΡΟΕΔΡΙΑΝ ΤΟΥ ΒΑΣΙΛΕΩΣ [896, 156, 1268, 205]
exchange-title: ΣΥΝΑΛΛΑΓΜΑ [263, 1347, 338, 1359]
table-cell: Πυρ. Γ. [214, 1185, 254, 1197]
accountant: Ὁ Διευθυντὴς Λογιστικοῦ ΙΩΑΝΝΙΔΗΣ [698, 1602, 884, 1614]
military-subheading: Η ΕΞΕΛΙΞΙΣ ΤΩΝ ΕΠΙΧΕΙΡΗΣΕΩΝ [982, 211, 1182, 225]
bonds-row [212, 907, 390, 919]
crime-headline: ΤΟ ΑΠΟΤΡΟΠΑΙΟΝ ΕΓΚΛΗΜΑ ΤΩΝ ΣΥΜΜΟΡΙΤΩΝ [1278, 156, 1554, 188]
article-body-filler: των επι αυτ ηνα ους απο πυρ ηια ακα την ευε των εσσ ιστ ους κατ απο της οισ αυτ ηνε των ησε ακο ειν ουτ ηνα επι ακα των ορα εων ταξ διο απε ενε αρι ειν ηπε ουτ κα τηι σιν ου των ενο ηα απε τοι κιν ερι συν ημε ακε το ρια μαι δια πρε των επι αυτ ηνα ους των απο πυρ ηια ακα την ευε ιστ ους κατ απο της οισ αυτ ηνε των ησε ακο [28, 603, 200, 745]
column-divider [1273, 156, 1274, 2292]
grevena-headline: ΠΟΛΕΜΙΚΟΣ ΣΤΑΘΜΟΣ ΕΙΣ ΤΟΝ ΔΗΜΟΝ ΓΡΕΒΕΝΩΝ [1286, 1517, 1546, 1545]
table-cell: Ἑλλ. Ὕδ. [302, 1162, 348, 1174]
cyprus-headline: ΟΙ ΕΡΓΑΤΑΙ ΤΗΣ ΚΥΠΡΟΥ ΚΑΤΑ ΤΟΥ ΣΥΜΜΟΡΙΤΙΣΜΟΥ [1290, 498, 1542, 528]
table-cell: Ἐξ. (4) [306, 918, 346, 930]
article-body: Δὲν φαίνεται ὅτι ἡ Κυβέρνησις θὰ ἐπιτρέψῃ τὴν συνέχισιν τῆς καταστάσεως. Οἱ ἀρμόδιοι ὑπουργοὶ ἐξήτασαν τὰ μέτρα καὶ τὰ συμπεράσματα ἀνακοινοῦνται. [28, 984, 200, 1061]
table-cell: Ἀντ. 73 [214, 980, 254, 992]
bank-share-row [212, 1021, 390, 1032]
table-cell: Διάφορα [637, 1564, 677, 1576]
grain-title: ΣΙΤΟΣ [285, 1534, 316, 1546]
article-body: Ὡς ἐπαγγελματικὸν μέτρον τῆς ἐποχῆς ἡ ἀντίληψις ἔχει διαγραφῇ. Οἱ συνδυασμοὶ τῶν ἀντιπολιτευομένων κομμάτων ἐνισχύουν τὴν ἄποψιν ὅτι ἡ Ἑλλὰς πρέπει νὰ ἔχῃ ἑνιαίαν κυβέρνησιν ἐθνικῆς ἐνότητος. [28, 778, 200, 868]
table-cell: 120000 [353, 872, 388, 884]
divider [1278, 1705, 1554, 1706]
table-cell: Συμμετοχαί [397, 1542, 455, 1554]
table-cell: Ἀντ. 7% [214, 992, 254, 1004]
table-cell: 210.685 [592, 1554, 634, 1565]
table-cell: 65000 [270, 1105, 299, 1117]
balance-row [396, 1565, 884, 1577]
table-cell: Ἐξ. (1) [306, 872, 346, 884]
serial-byline: ΤΟΥ ΣΤΡΑΤΑΡΧΟΥ ΜΟΝΤΓΚΟΜΕΡΥ [417, 581, 615, 594]
serial-body-2: Κατὰ τὰ μέσα Σεπτεμβρίου ἡ Ποτέντσα κατελήφθη καὶ τὰ στρατεύματα ἐπροχώρησαν ἀμέσως πρὸς τὸ Σαλέρνο. Ἡ σύνδεσις τῶν δύο στρατιῶν ἐπετεύχθη τελικῶς. [396, 954, 637, 1006]
company-share-row [212, 1106, 390, 1117]
divider [1086, 1498, 1268, 1500]
lottery-name: ΕΘΝΙΚΟΥ ΛΑΧΕΙΟΥ [409, 1705, 870, 1839]
